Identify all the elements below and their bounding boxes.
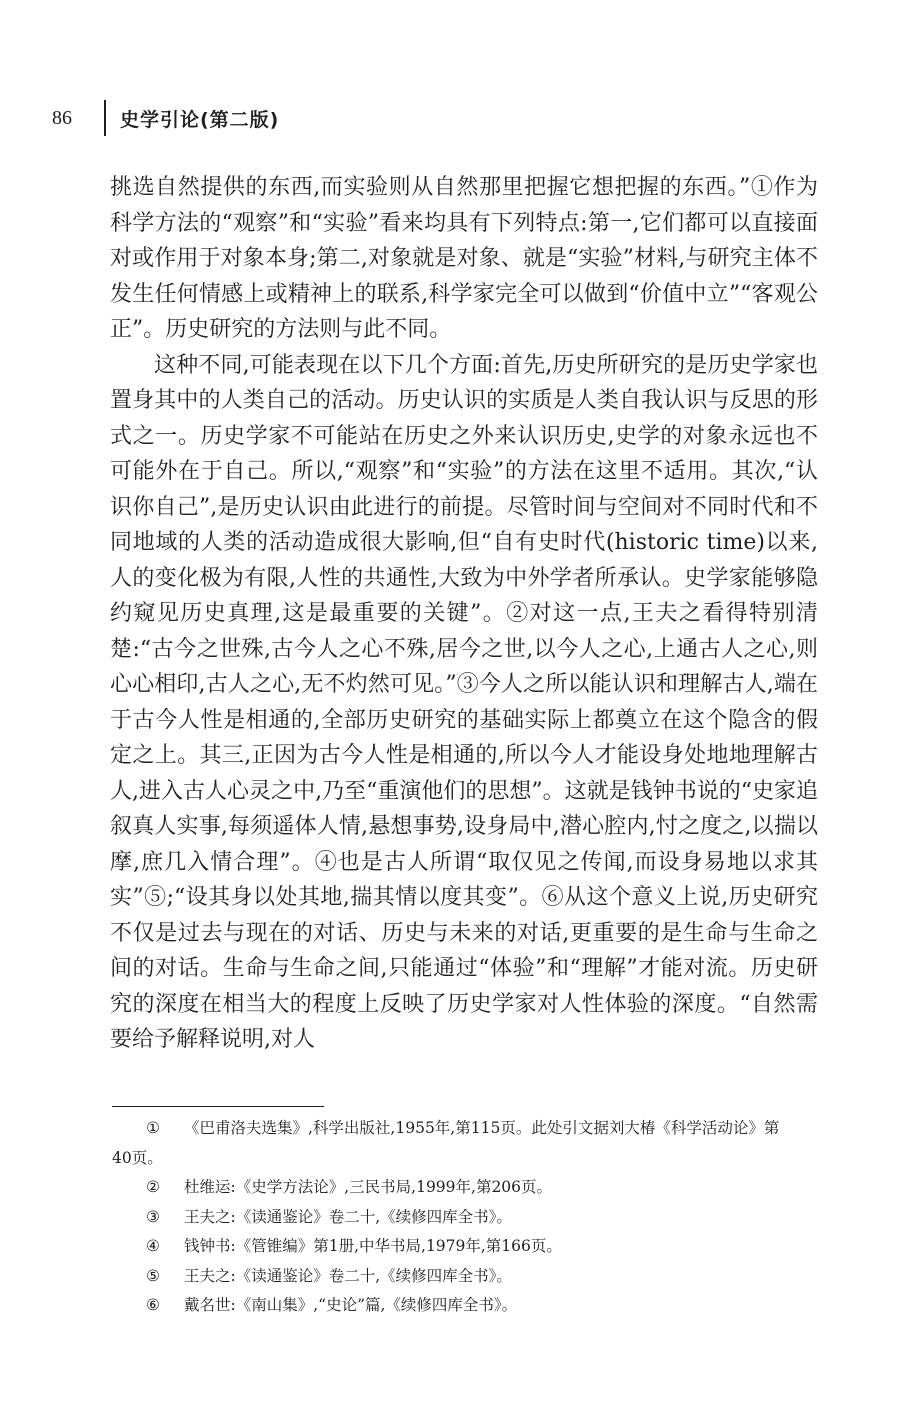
footnote-text: 王夫之:《读通鉴论》卷二十,《续修四库全书》。 (184, 1266, 512, 1285)
footnote-text: 钱钟书:《管锥编》第1册,中华书局,1979年,第166页。 (184, 1237, 562, 1255)
footnote-text: 杜维运:《史学方法论》,三民书局,1999年,第206页。 (184, 1178, 553, 1196)
running-header (52, 98, 279, 138)
footnote-1 (112, 1114, 818, 1144)
footnote-number: ② (146, 1178, 160, 1196)
header-divider (104, 100, 106, 136)
footnote-5 (112, 1262, 818, 1292)
footnote-number: ① (146, 1119, 160, 1137)
main-text (110, 170, 818, 1058)
footnote-number: ③ (146, 1207, 160, 1226)
footnote-3 (112, 1203, 818, 1233)
footnote-divider (112, 1106, 324, 1107)
footnote-2 (112, 1173, 818, 1203)
footnote-number: ④ (146, 1237, 160, 1255)
paragraph-2: 这种不同,可能表现在以下几个方面:首先,历史所研究的是历史学家也置身其中的人类自己的活动。历史认识的实质是人类自我认识与反思的形式之一。历史学家不可能站在历史之外来认识历史,史学的对象永远也不可能外在于自己。所以,“观察”和“实验”的方法在这里不适用。其次,“认识你自己”,是历史认识由此进行的前提。尽管时间与空间对不同时代和不同地域的人类的活动造成很大影响,但“自有史时代(historic time)以来,人的变化极为有限,人性的共通性,大致为中外学者所承认。史学家能够隐约窥见历史真理,这是最重要的关键”。②对这一点,王夫之看得特别清楚:“古今之世殊,古今人之心不殊,居今之世,以今人之心,上通古人之心,则心心相印,古人之心,无不灼然可见。”③今人之所以能认识和理解古人,端在于古今人性是相通的,全部历史研究的基础实际上都奠立在这个隐含的假定之上。其三,正因为古今人性是相通的,所以今人才能设身处地地理解古人,进入古人心灵之中,乃至“重演他们的思想”。这就是钱钟书说的“史家追叙真人实事,每须遥体人情,悬想事势,设身局中,潜心腔内,忖之度之,以揣以摩,庶几入情合理”。④也是古人所谓“取仅见之传闻,而设身易地以求其实”⑤;“设其身以处其地,揣其情以度其变”。⑥从这个意义上说,历史研究不仅是过去与现在的对话、历史与未来的对话,更重要的是生命与生命之间的对话。生命与生命之间,只能通过“体验”和“理解”才能对流。历史研究的深度在相当大的程度上反映了历史学家对人性体验的深度。“自然需要给予解释说明,对人 (110, 352, 818, 1052)
book-title: 史学引论(第二版) (120, 108, 280, 131)
footnote-number: ⑥ (146, 1296, 160, 1314)
footnote-text: 《巴甫洛夫选集》,科学出版社,1955年,第115页。此处引文据刘大椿《科学活动论》第 (184, 1119, 780, 1137)
footnote-text: 王夫之:《读通鉴论》卷二十,《续修四库全书》。 (184, 1207, 512, 1226)
footnotes (112, 1114, 818, 1321)
footnote-6 (112, 1291, 818, 1321)
page-number: 86 (52, 106, 72, 129)
footnote-4 (112, 1232, 818, 1262)
footnote-text: 戴名世:《南山集》,“史论”篇,《续修四库全书》。 (184, 1296, 518, 1314)
footnote-1-continuation: 40页。 (112, 1148, 163, 1167)
footnote-number: ⑤ (146, 1266, 160, 1285)
paragraph-1: 挑选自然提供的东西,而实验则从自然那里把握它想把握的东西。”①作为科学方法的“观察”和“实验”看来均具有下列特点:第一,它们都可以直接面对或作用于对象本身;第二,对象就是对象、就是“实验”材料,与研究主体不发生任何情感上或精神上的联系,科学家完全可以做到“价值中立”“客观公正”。历史研究的方法则与此不同。 (110, 175, 818, 342)
